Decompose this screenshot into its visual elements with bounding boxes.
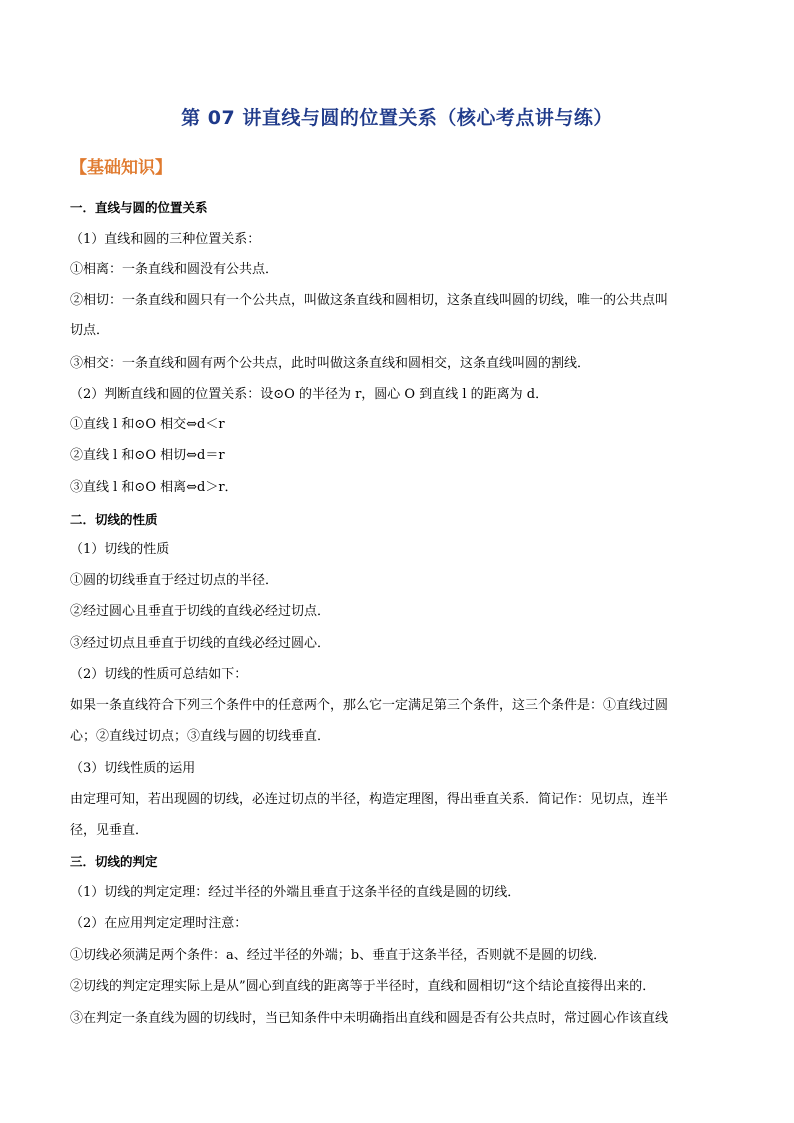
- paragraph-line: 由定理可知，若出现圆的切线，必连过切点的半径，构造定理图，得出垂直关系．简记作：见切点，连半: [70, 792, 669, 807]
- paragraph-line: （1）切线的性质: [70, 542, 170, 557]
- heading-3: 三．切线的判定: [70, 854, 158, 869]
- paragraph-line: 心；②直线过切点；③直线与圆的切线垂直．: [70, 729, 331, 744]
- paragraph-line: （1）直线和圆的三种位置关系：: [70, 232, 261, 247]
- paragraph-line: 径，见垂直．: [70, 823, 149, 838]
- page-title: 第 07 讲直线与圆的位置关系（核心考点讲与练）: [181, 107, 613, 129]
- section-tag-basic-knowledge: 【基础知识】: [70, 158, 172, 178]
- paragraph-line: （1）切线的判定定理：经过半径的外端且垂直于这条半径的直线是圆的切线．: [70, 885, 521, 900]
- paragraph-line: ③经过切点且垂直于切线的直线必经过圆心．: [70, 636, 331, 651]
- paragraph-line: ②相切：一条直线和圆只有一个公共点，叫做这条直线和圆相切，这条直线叫圆的切线，唯一的公共点叫: [70, 293, 669, 308]
- paragraph-line: ①圆的切线垂直于经过切点的半径．: [70, 573, 279, 588]
- paragraph-line: 如果一条直线符合下列三个条件中的任意两个，那么它一定满足第三个条件，这三个条件是：①直线过圆: [70, 698, 669, 713]
- paragraph-line: ③直线 l 和⊙O 相离⇔d＞r．: [70, 480, 238, 495]
- paragraph-line: ①切线必须满足两个条件：a、经过半径的外端；b、垂直于这条半径，否则就不是圆的切线．: [70, 948, 607, 963]
- heading-1: 一．直线与圆的位置关系: [70, 200, 208, 215]
- paragraph-line: ①直线 l 和⊙O 相交⇔d＜r: [70, 417, 225, 432]
- paragraph-line: （2）在应用判定定理时注意：: [70, 916, 248, 931]
- paragraph-line: ②直线 l 和⊙O 相切⇔d＝r: [70, 448, 225, 463]
- paragraph-line: （2）判断直线和圆的位置关系：设⊙O 的半径为 r，圆心 O 到直线 l 的距离为 d．: [70, 387, 549, 402]
- paragraph-line: ①相离：一条直线和圆没有公共点．: [70, 262, 279, 277]
- paragraph-line: ②切线的判定定理实际上是从”圆心到直线的距离等于半径时，直线和圆相切“这个结论直接得出来的．: [70, 979, 656, 994]
- paragraph-line: ③在判定一条直线为圆的切线时，当已知条件中未明确指出直线和圆是否有公共点时，常过圆心作该直线: [70, 1011, 669, 1026]
- paragraph-line: ③相交：一条直线和圆有两个公共点，此时叫做这条直线和圆相交，这条直线叫圆的割线．: [70, 356, 591, 371]
- paragraph-line: ②经过圆心且垂直于切线的直线必经过切点．: [70, 604, 331, 619]
- paragraph-line: （2）切线的性质可总结如下：: [70, 667, 248, 682]
- paragraph-line: 切点．: [70, 323, 110, 338]
- heading-2: 二．切线的性质: [70, 512, 158, 527]
- paragraph-line: （3）切线性质的运用: [70, 761, 196, 776]
